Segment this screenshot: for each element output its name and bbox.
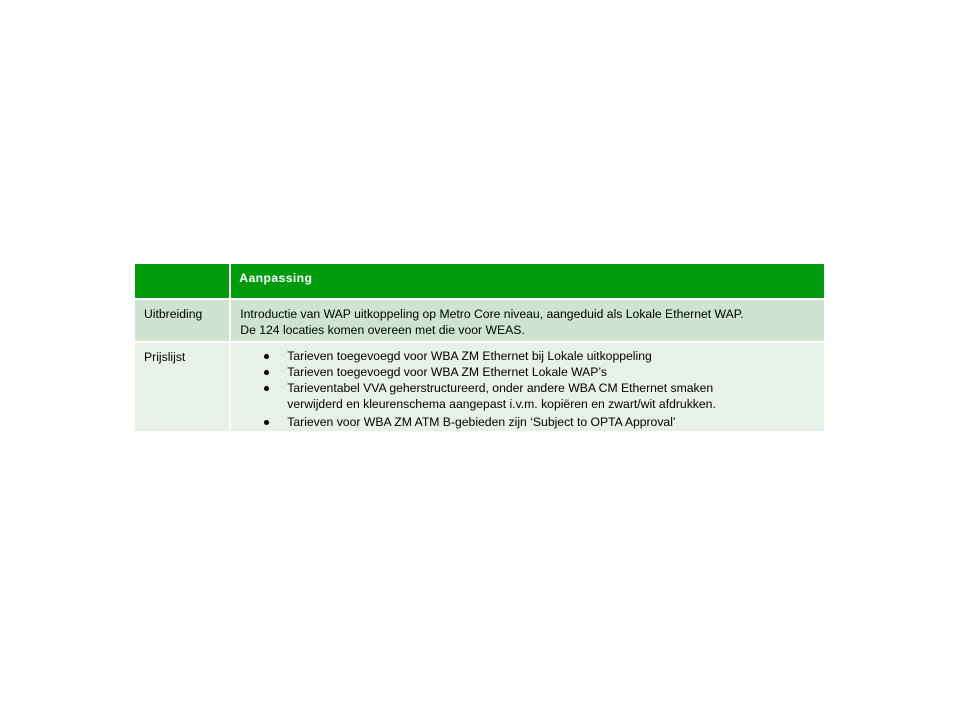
bullet-icon	[264, 420, 269, 425]
row-label-cell	[135, 343, 231, 431]
table-row	[135, 300, 824, 343]
changes-table	[135, 264, 824, 431]
bullet-icon	[264, 370, 269, 375]
list-item	[231, 364, 824, 380]
bullet-icon	[264, 354, 269, 359]
bullet-list	[231, 343, 824, 430]
header-label-cell	[135, 264, 231, 300]
description-line: De 124 locaties komen overeen met die voor WEAS.	[240, 323, 525, 337]
description-line: Introductie van WAP uitkoppeling op Metro Core niveau, aangeduid als Lokale Ethernet WAP.	[240, 307, 744, 321]
row-label-prijslijst: Prijslijst	[144, 350, 186, 364]
row-label-uitbreiding: Uitbreiding	[144, 307, 203, 321]
bullet-text: verwijderd en kleurenschema aangepast i.v.m. kopiëren en zwart/wit afdrukken.	[287, 397, 716, 411]
row-label-cell	[135, 300, 231, 343]
row-description	[231, 300, 824, 338]
bullet-icon	[264, 386, 269, 391]
header-label	[135, 264, 229, 270]
list-item	[231, 380, 824, 412]
header-content-cell	[231, 264, 824, 300]
header-title: Aanpassing	[239, 271, 313, 285]
table-header-row	[135, 264, 824, 300]
bullet-text: Tarieven toegevoegd voor WBA ZM Ethernet Lokale WAP’s	[287, 365, 608, 379]
list-item	[231, 414, 824, 430]
table-row	[135, 343, 824, 431]
bullet-text: Tarieven toegevoegd voor WBA ZM Ethernet bij Lokale uitkoppeling	[287, 349, 652, 363]
bullet-text: Tarieven voor WBA ZM ATM B-gebieden zijn ‘Subject to OPTA Approval’	[287, 415, 676, 429]
row-content-cell	[231, 343, 824, 431]
bullet-text: Tarieventabel VVA geherstructureerd, onder andere WBA CM Ethernet smaken	[287, 381, 714, 395]
row-content-cell	[231, 300, 824, 343]
list-item	[231, 348, 824, 364]
